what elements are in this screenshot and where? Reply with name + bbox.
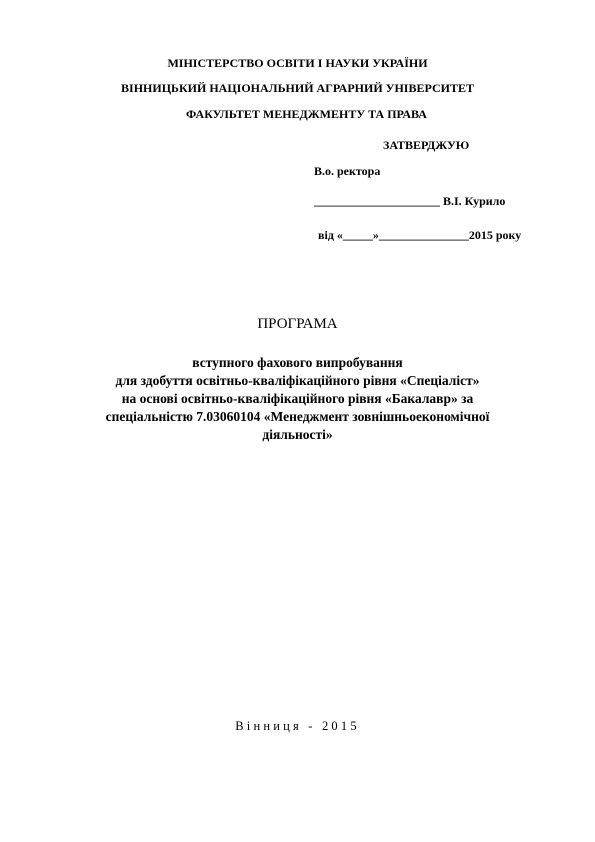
document-title: ПРОГРАМА — [257, 316, 338, 332]
university-heading: ВІННИЦЬКИЙ НАЦІОНАЛЬНИЙ АГРАРНИЙ УНІВЕРСИТЕТ — [121, 81, 474, 95]
city-year: Вінниця - 2015 — [235, 719, 360, 733]
subtitle-line: для здобуття освітньо-кваліфікаційного рівня «Спеціаліст» — [115, 373, 480, 388]
subtitle-line: діяльності» — [262, 427, 333, 442]
ministry-heading: МІНІСТЕРСТВО ОСВІТИ І НАУКИ УКРАЇНИ — [167, 56, 428, 70]
date-line: від «_____»_______________2015 року — [318, 228, 522, 242]
subtitle-line: на основі освітньо-кваліфікаційного рівня «Бакалавр» за — [121, 391, 474, 406]
subtitle-line: спеціальністю 7.03060104 «Менеджмент зовнішньоекономічної — [105, 409, 490, 424]
faculty-heading: ФАКУЛЬТЕТ МЕНЕДЖМЕНТУ ТА ПРАВА — [186, 107, 427, 121]
subtitle-line: вступного фахового випробування — [192, 355, 403, 370]
position-label: В.о. ректора — [314, 164, 381, 178]
signature-line: _____________________ В.І. Курило — [314, 194, 506, 208]
approve-label: ЗАТВЕРДЖУЮ — [383, 138, 470, 152]
